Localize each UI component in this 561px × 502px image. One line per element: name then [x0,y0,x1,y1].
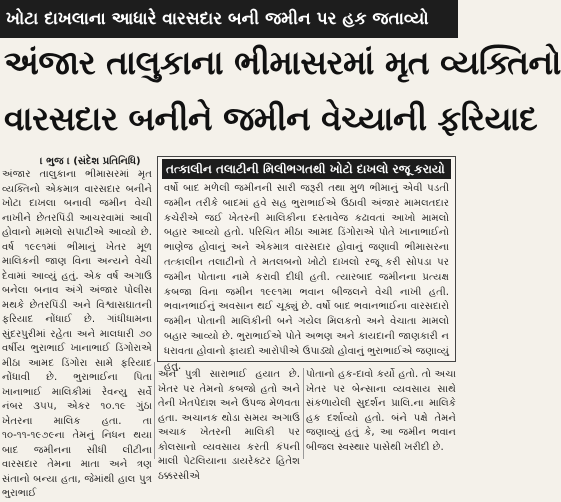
headline-line-1: અંજાર તાલુકાના ભીમાસરમાં મૃત વ્યક્તિનો [4,43,561,82]
article-column-1: અંજાર તાલુકાના ભીમાસરમાં મૃત વ્યક્તિનો એકમાત્ર વારસદાર બનીને ખોટા દાખલા બનાવી જમીન વેચી નાખીને છેતરપિંડી આચરવામાં આવી હોવાનો મામલો સપાટીએ આવ્યો છે. વર્ષ ૧૯૯૧માં ભીમાનું ખેતર મૂળ માલિકની જાણ વિના અન્યને વેચી દેવામાં આવ્યું હતું. એક વર્ષ અગાઉ બનેલા બનાવ અંગે અંજાર પોલીસ મથકે છેતરપિંડી અને વિશ્વાસઘાતની ફરિયાદ નોંધાઈ છે. ગાંધીધામના સુંદરપુરીમાં રહેતા અને માલધારી ૭૦ વર્ષીય ભુરાભાઈ ખાનાભાઈ ડિંગોરાએ મીઠા આમદ ડિંગોરા સામે ફરિયાદ નોંધાવી છે. ભુરાભાઈના પિતા ખાનાભાઈ માલિકીમાં રેવન્યુ સર્વે નંબર ૩૫૫, એકર ૧૦.૧૯ ગુંઠા ખેતરના માલિક હતા. તા ૧૦-૧૧-૧૯૭૯ના તેમનું નિધન થયા બાદ જમીનના સીધી લીટીના વારસદાર તેમના માતા અને ત્રણ સંતાનો બન્યા હતા, જેમાંથી હાલ પુત્ર ભુરાભાઈ [2,169,152,499]
column-divider [303,368,304,459]
article-column-3: પોતાનો હક-દાવો કર્યો હતો. તો અચા ખેતર પર બેન્સાના વ્યવસાય સાથે સંકળાયેલી સુદર્શન પ્રાલિ.ના માલિકે હક દર્શાવ્યો હતો. બંને પક્ષે તેમને જણાવ્યું હતું કે, આ જમીન ભવાન બીજલ સ્વસ્થાર પાસેથી ખરીદી છે. [306,369,456,453]
column-divider [154,362,155,459]
byline: । ભુજ । (સંદેશ પ્રતિનિધિ) [40,156,141,167]
sidebar-box-text: વર્ષો બાદ મળેલી જમીનની સારી જરૂરી તથા મુળ ભીમાનું એવી પડતી જમીન તરીકે બાદમાં હવે સહ ભુરાભાઈએ ઉઠાવી અંજાર મામલતદાર કચેરીએ જઈ ખેતરની માલિકીના દસ્તાવેજ કઢાવતાં આખો મામલો બહાર આવ્યો હતો. પરિચિત મીઠા આમદ ડિંગોરાએ પોતે ખાનાભાઈનો ભાણેજ હોવાનું અને એકમાત્ર વારસદાર હોવાનું જણાવી ભીમાસરના તત્કાલીન તલાટીનો તે મતલબનો ખોટો દાખલો રજૂ કરી સોપડા પર જમીન પોતાના નામે કરાવી દીધી હતી. ત્યારબાદ જમીનના પ્રત્યક્ષ કબજા વિના જમીન ૧૯૯૧મા ભવાન બીજલને વેચી નાખી હતી. ભવાનભાઈનું અવસાન થઈ ચૂક્યું છે. વર્ષો બાદ ભવાનભાઈના વારસદારો જમીન પોતાની માલિકીની બને ગયેલ મિલકતો અને વેચાતા મામલો બહાર આવ્યો છે. ભુરાભાઈએ પોતે અભણ અને કાયદાની જાણકારી ન ધરાવતા હોવાનો ફાયદો આરોપીએ ઉપાડ્યો હોવાનું ભુરાભાઈએ જણાવ્યું હતું. [164,183,449,372]
sidebar-box-title: તત્કાલીન તલાટીની મિલીભગતથી ખોટો દાખલો રજૂ કરાયો [162,159,451,179]
kicker-strap: ખોટા દાખલાના આધારે વારસદાર બની જમીન પર હક જતાવ્યો [0,0,458,38]
article-column-2: અને પુત્રી સારાભાઈ હયાત છે. ખેતર પર તેમનો કબજો હતો અને તેની ખેતપેદાશ અને ઉપજ મેળવતા હતા. અચાનક થોડા સમય અગાઉ અચાક ખેતરની માલિકી પર કોલસાનો વ્યવસાય કરતી કંપની માલી પેટલિયાના ડાયરેક્ટર હિતેશ ઠક્કરસીએ [158,369,300,482]
sidebar-box [157,156,456,372]
headline-line-2: વારસદાર બનીને જમીન વેચ્યાની ફરિયાદ [4,99,538,138]
